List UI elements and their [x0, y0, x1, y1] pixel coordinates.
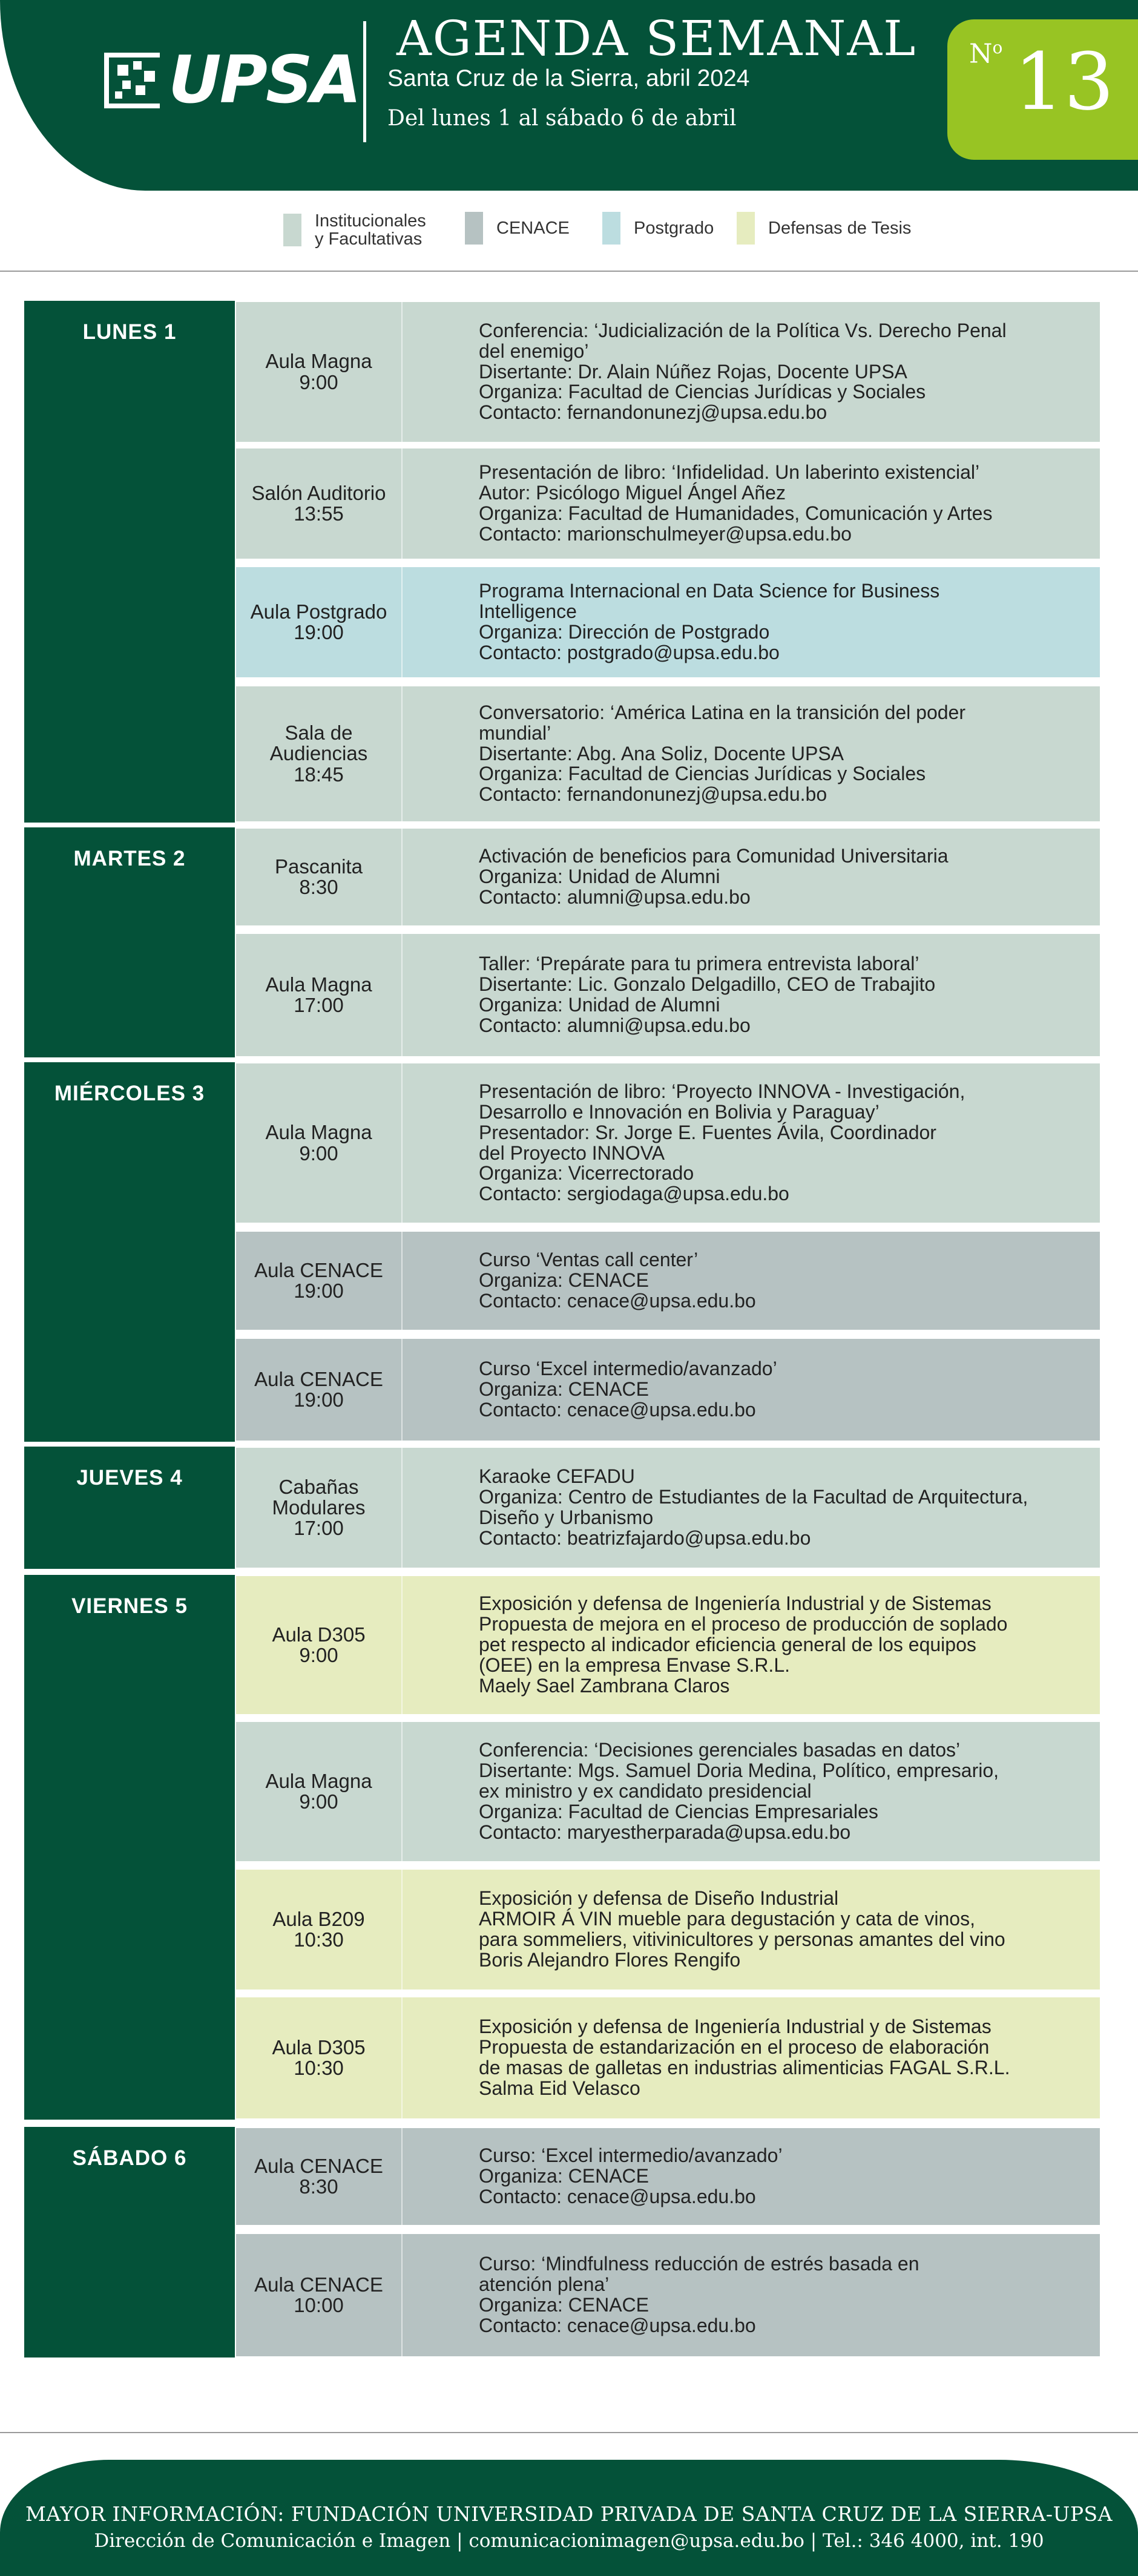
event-place: Aula CENACE 8:30 [236, 2128, 403, 2225]
event-card [236, 448, 1100, 559]
event-card [236, 829, 1100, 925]
day-lunes [24, 301, 1100, 823]
event-place: Aula Magna 9:00 [236, 1063, 403, 1223]
event-description: Karaoke CEFADU Organiza: Centro de Estudiantes de la Facultad de Arquitectura, Diseño y Urbanismo Contacto: beatrizfajardo@upsa.edu.bo [479, 1465, 1028, 1549]
day-sabado [24, 2127, 1100, 2358]
event-place: Aula Magna 9:00 [236, 1722, 403, 1861]
event-card [236, 2128, 1100, 2225]
day-label: MARTES 2 [24, 827, 235, 1057]
event-place: Aula CENACE 19:00 [236, 1339, 403, 1441]
event-card [236, 1063, 1100, 1223]
event-card [236, 1870, 1100, 1990]
event-card [236, 2234, 1100, 2356]
legend-item-cenace [465, 212, 570, 245]
event-card [236, 1448, 1100, 1568]
upsa-logo [104, 42, 360, 118]
event-place: Aula Postgrado 19:00 [236, 567, 403, 677]
event-description: Curso ‘Ventas call center’ Organiza: CENACE Contacto: cenace@upsa.edu.bo [479, 1249, 756, 1312]
event-description: Conferencia: ‘Decisiones gerenciales basadas en datos’ Disertante: Mgs. Samuel Doria Medina, Político, empresario, ex ministro y ex candidato presidencial Organiza: Facultad de Ciencias Empresariales Contacto: maryestherparada@upsa.edu.bo [479, 1739, 999, 1843]
day-jueves [24, 1447, 1100, 1569]
legend-swatch [465, 212, 483, 245]
event-description: Conversatorio: ‘América Latina en la transición del poder mundial’ Disertante: Abg. Ana Soliz, Docente UPSA Organiza: Facultad de Ciencias Jurídicas y Sociales Contacto: fernandonunezj@upsa.edu.bo [479, 701, 965, 806]
event-description: Exposición y defensa de Diseño Industrial ARMOIR Á VIN mueble para degustación y cata de vinos, para sommeliers, vitivinicultores y personas amantes del vino Boris Alejandro Flores Rengifo [479, 1887, 1005, 1971]
event-card [236, 567, 1100, 677]
event-description: Presentación de libro: ‘Infidelidad. Un laberinto existencial’ Autor: Psicólogo Miguel Ángel Añez Organiza: Facultad de Humanidades, Comunicación y Artes Contacto: marionschulmeyer@upsa.edu.bo [479, 461, 993, 545]
event-description: Exposición y defensa de Ingeniería Industrial y de Sistemas Propuesta de mejora en el proceso de producción de soplado pet respecto al indicador eficiencia general de los equipos (OEE) en la empresa Envase S.R.L. Maely Sael Zambrana Claros [479, 1592, 1008, 1697]
top-divider [0, 271, 1138, 272]
event-description: Presentación de libro: ‘Proyecto INNOVA - Investigación, Desarrollo e Innovación en Bolivia y Paraguay’ Presentador: Sr. Jorge E. Fuentes Ávila, Coordinador del Proyecto INNOVA Organiza: Vicerrectorado Contacto: sergiodaga@upsa.edu.bo [479, 1080, 965, 1205]
event-description: Curso ‘Excel intermedio/avanzado’ Organiza: CENACE Contacto: cenace@upsa.edu.bo [479, 1358, 777, 1421]
event-card [236, 302, 1100, 442]
page-subtitle: Santa Cruz de la Sierra, abril 2024 [387, 65, 750, 91]
event-place: Aula D305 9:00 [236, 1576, 403, 1714]
date-range: Del lunes 1 al sábado 6 de abril [387, 106, 737, 131]
legend-label: Postgrado [634, 218, 714, 238]
event-description: Programa Internacional en Data Science for Business Intelligence Organiza: Dirección de Postgrado Contacto: postgrado@upsa.edu.bo [479, 580, 940, 663]
event-card [236, 1997, 1100, 2118]
day-label: JUEVES 4 [24, 1447, 235, 1569]
bottom-divider [0, 2432, 1138, 2433]
event-place: Cabañas Modulares 17:00 [236, 1448, 403, 1568]
event-place: Aula Magna 17:00 [236, 934, 403, 1056]
logo-mark-icon [104, 53, 160, 108]
event-card [236, 686, 1100, 821]
day-viernes [24, 1575, 1100, 2120]
event-description: Exposición y defensa de Ingeniería Industrial y de Sistemas Propuesta de estandarización en el proceso de elaboración de masas de galletas en industrias alimenticias FAGAL S.R.L. Salma Eid Velasco [479, 2016, 1010, 2099]
legend-swatch [602, 212, 620, 245]
event-card [236, 1232, 1100, 1330]
page-title: AGENDA SEMANAL [396, 10, 917, 67]
event-card [236, 1722, 1100, 1861]
event-card [236, 1576, 1100, 1714]
event-description: Activación de beneficios para Comunidad Universitaria Organiza: Unidad de Alumni Contacto: alumni@upsa.edu.bo [479, 845, 949, 908]
event-description: Taller: ‘Prepárate para tu primera entrevista laboral’ Disertante: Lic. Gonzalo Delgadillo, CEO de Trabajito Organiza: Unidad de Alumni Contacto: alumni@upsa.edu.bo [479, 953, 936, 1036]
event-description: Curso: ‘Excel intermedio/avanzado’ Organiza: CENACE Contacto: cenace@upsa.edu.bo [479, 2144, 783, 2207]
day-label: SÁBADO 6 [24, 2127, 235, 2358]
day-label: LUNES 1 [24, 301, 235, 823]
event-place: Aula B209 10:30 [236, 1870, 403, 1990]
footer-info: MAYOR INFORMACIÓN: FUNDACIÓN UNIVERSIDAD PRIVADA DE SANTA CRUZ DE LA SIERRA-UPSA [25, 2502, 1113, 2526]
legend-label: Institucionales y Facultativas [315, 211, 426, 249]
issue-badge [947, 19, 1138, 160]
legend-swatch [737, 212, 755, 245]
event-place: Sala de Audiencias 18:45 [236, 686, 403, 821]
logo-text: UPSA [168, 42, 360, 118]
legend-label: Defensas de Tesis [768, 218, 912, 238]
issue-label: $N^o$ [969, 38, 1003, 70]
header-banner [0, 0, 1138, 191]
header-divider [363, 21, 366, 142]
legend-swatch [283, 214, 301, 246]
day-label: MIÉRCOLES 3 [24, 1062, 235, 1442]
footer-contact: Dirección de Comunicación e Imagen | comunicacionimagen@upsa.edu.bo | Tel.: 346 4000, int. 190 [94, 2530, 1044, 2552]
event-place: Aula Magna 9:00 [236, 302, 403, 442]
footer-banner [0, 2460, 1138, 2576]
event-description: Curso: ‘Mindfulness reducción de estrés basada en atención plena’ Organiza: CENACE Contacto: cenace@upsa.edu.bo [479, 2253, 919, 2336]
day-miercoles [24, 1062, 1100, 1442]
day-martes [24, 827, 1100, 1057]
legend-item-postgrado [602, 212, 714, 245]
day-label: VIERNES 5 [24, 1575, 235, 2120]
event-place: Aula CENACE 10:00 [236, 2234, 403, 2356]
issue-number: 13 [1014, 36, 1114, 128]
legend-label: CENACE [496, 218, 570, 238]
event-description: Conferencia: ‘Judicialización de la Política Vs. Derecho Penal del enemigo’ Disertante: Dr. Alain Núñez Rojas, Docente UPSA Organiza: Facultad de Ciencias Jurídicas y Sociales Contacto: fernandonunezj@upsa.edu.bo [479, 319, 1007, 424]
event-card [236, 1339, 1100, 1441]
event-card [236, 934, 1100, 1056]
event-place: Aula CENACE 19:00 [236, 1232, 403, 1330]
event-place: Pascanita 8:30 [236, 829, 403, 925]
legend [0, 205, 1138, 259]
legend-item-tesis [737, 212, 911, 245]
event-place: Salón Auditorio 13:55 [236, 448, 403, 559]
event-place: Aula D305 10:30 [236, 1997, 403, 2118]
legend-item-institucionales [283, 212, 426, 249]
